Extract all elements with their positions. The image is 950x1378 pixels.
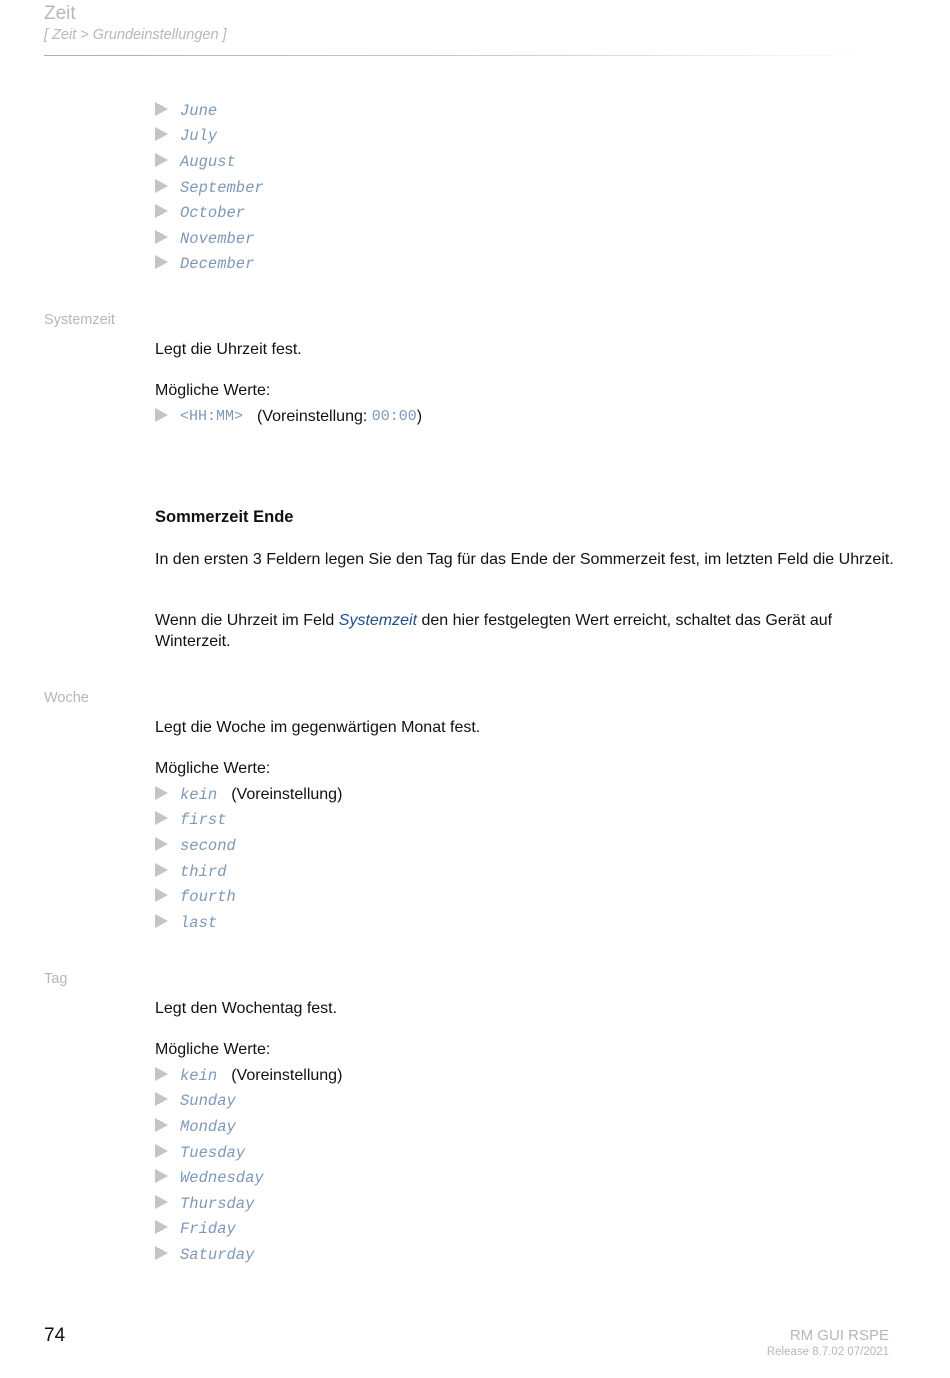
value-code: third [180,862,227,881]
list-item [155,226,264,252]
value-code: kein [180,1066,218,1085]
value-code: Saturday [180,1245,255,1264]
value-code: kein [180,785,218,804]
bullet-triangle-icon [155,888,168,902]
value-code: July [180,127,218,146]
systemzeit-link[interactable]: Systemzeit [338,612,418,629]
footer-release: Release 8.7.02 07/2021 [766,1346,889,1358]
bullet-triangle-icon [155,204,168,218]
value-code: Thursday [180,1194,255,1213]
tag-description: Legt den Wochentag fest. [155,1000,338,1017]
value-code: fourth [180,888,236,907]
list-item [155,124,264,150]
section-paragraph-1: In den ersten 3 Feldern legen Sie den Tag für das Ende der Sommerzeit fest, im letzten Feld die Uhrzeit. [155,551,894,568]
list-item [155,1140,342,1166]
value-code: last [180,913,218,932]
value-code: Sunday [180,1092,236,1111]
bullet-triangle-icon [155,179,168,193]
value-code: Wednesday [180,1169,264,1188]
bullet-triangle-icon [155,255,168,269]
bullet-triangle-icon [155,1169,168,1183]
value-code: September [180,178,264,197]
chapter-title: Zeit [44,3,76,24]
default-suffix: ) [416,407,423,425]
value-format: <HH:MM> [180,408,244,426]
footer-product: RM GUI RSPE [789,1327,889,1344]
bullet-triangle-icon [155,1118,168,1132]
section-heading: Sommerzeit Ende [155,508,294,526]
list-item [155,98,264,124]
list-item [155,884,342,910]
value-code: Monday [180,1117,236,1136]
value-code: second [180,836,236,855]
woche-possible-values-label: Mögliche Werte: [155,760,271,777]
bullet-triangle-icon [155,863,168,877]
default-note: (Voreinstellung) [231,785,343,803]
list-item [155,1242,342,1268]
value-code: December [180,255,255,274]
bullet-triangle-icon [155,153,168,167]
list-item [155,833,342,859]
woche-values-list [155,782,342,936]
systemzeit-values-list [155,404,422,430]
bullet-triangle-icon [155,1067,168,1081]
breadcrumb: [ Zeit > Grundeinstellungen ] [44,27,227,43]
default-value: 00:00 [371,408,417,426]
list-item [155,252,264,278]
list-item [155,808,342,834]
list-item [155,782,342,808]
value-code: October [180,204,246,223]
list-item [155,149,264,175]
value-code: June [180,101,218,120]
value-code: August [180,152,236,171]
list-item [155,175,264,201]
value-code: November [180,229,255,248]
list-item [155,1089,342,1115]
bullet-triangle-icon [155,408,168,422]
paragraph-text: den hier festgelegten Wert erreicht, schaltet das Gerät auf Winterzeit. [155,612,833,650]
bullet-triangle-icon [155,1246,168,1260]
value-code: Friday [180,1220,236,1239]
tag-values-list [155,1063,342,1268]
bullet-triangle-icon [155,837,168,851]
side-label-systemzeit: Systemzeit [44,312,115,328]
side-label-tag: Tag [44,971,68,987]
list-item [155,200,264,226]
bullet-triangle-icon [155,230,168,244]
section-paragraph-2 [155,611,895,652]
months-list [155,98,264,277]
header-divider [44,55,874,56]
bullet-triangle-icon [155,1092,168,1106]
bullet-triangle-icon [155,1220,168,1234]
list-item [155,1191,342,1217]
list-item [155,1063,342,1089]
list-item [155,910,342,936]
woche-description: Legt die Woche im gegenwärtigen Monat fest. [155,719,481,736]
systemzeit-description: Legt die Uhrzeit fest. [155,341,302,358]
default-prefix: (Voreinstellung: [257,407,372,425]
default-note: (Voreinstellung) [231,1066,343,1084]
tag-possible-values-label: Mögliche Werte: [155,1041,271,1058]
list-item [155,859,342,885]
value-code: first [180,811,227,830]
bullet-triangle-icon [155,127,168,141]
value-code: Tuesday [180,1143,246,1162]
bullet-triangle-icon [155,914,168,928]
bullet-triangle-icon [155,786,168,800]
list-item [155,1217,342,1243]
list-item [155,404,422,430]
bullet-triangle-icon [155,1195,168,1209]
paragraph-text: Wenn die Uhrzeit im Feld [155,612,339,629]
page-number: 74 [44,1325,66,1346]
list-item [155,1114,342,1140]
list-item [155,1165,342,1191]
bullet-triangle-icon [155,811,168,825]
side-label-woche: Woche [44,690,89,706]
systemzeit-possible-values-label: Mögliche Werte: [155,382,271,399]
bullet-triangle-icon [155,102,168,116]
bullet-triangle-icon [155,1144,168,1158]
